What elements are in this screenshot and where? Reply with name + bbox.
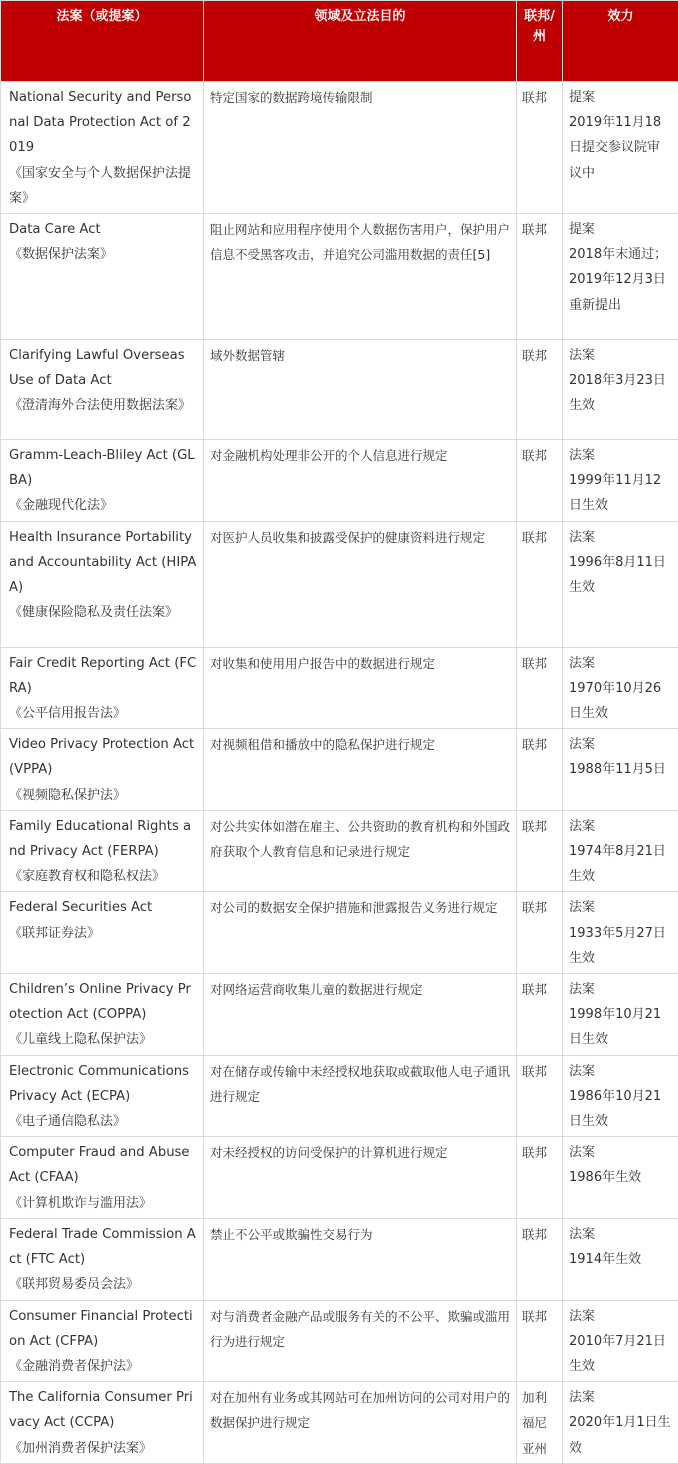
law-english-name: Federal Trade Commission Act (FTC Act) <box>9 1227 196 1267</box>
law-chinese-name: 《电子通信隐私法》 <box>9 1109 197 1134</box>
table-row <box>1 1300 678 1382</box>
law-status: 法案 <box>569 895 672 920</box>
law-effect-cell <box>563 440 678 522</box>
law-purpose-cell: 对公共实体如潜在雇主、公共资助的教育机构和外国政府获取个人教育信息和记录进行规定 <box>204 810 517 892</box>
table-row <box>1 340 678 440</box>
law-effective-date: 1974年8月21日生效 <box>569 839 672 889</box>
law-status: 法案 <box>569 343 672 368</box>
table-header <box>1 1 678 82</box>
law-effective-date: 1986年生效 <box>569 1165 672 1190</box>
law-effective-date: 1996年8月11日生效 <box>569 550 672 600</box>
table-row <box>1 440 678 522</box>
law-purpose-cell: 禁止不公平或欺骗性交易行为 <box>204 1218 517 1300</box>
law-english-name: The California Consumer Privacy Act (CCPA) <box>9 1390 193 1430</box>
law-name-cell <box>1 214 204 340</box>
law-english-name: Video Privacy Protection Act (VPPA) <box>9 737 194 777</box>
law-purpose-cell: 阻止网站和应用程序使用个人数据伤害用户，保护用户信息不受黑客攻击，并追究公司滥用数据的责任[5] <box>204 214 517 340</box>
law-purpose-cell: 对视频租借和播放中的隐私保护进行规定 <box>204 729 517 811</box>
law-name-cell <box>1 892 204 974</box>
law-purpose-cell: 对公司的数据安全保护措施和泄露报告义务进行规定 <box>204 892 517 974</box>
law-purpose-cell: 对收集和使用用户报告中的数据进行规定 <box>204 647 517 729</box>
law-effective-date: 1988年11月5日 <box>569 757 672 782</box>
law-english-name: Health Insurance Portability and Accountability Act (HIPAA) <box>9 530 196 595</box>
law-effect-cell <box>563 214 678 340</box>
table-row <box>1 521 678 647</box>
law-effect-cell <box>563 82 678 214</box>
law-name-cell <box>1 82 204 214</box>
law-jurisdiction-cell: 联邦 <box>517 729 563 811</box>
law-jurisdiction-cell: 联邦 <box>517 440 563 522</box>
table-body <box>1 82 678 1464</box>
law-jurisdiction-cell: 联邦 <box>517 521 563 647</box>
law-jurisdiction-cell: 联邦 <box>517 1300 563 1382</box>
law-english-name: Federal Securities Act <box>9 900 152 915</box>
table-row <box>1 810 678 892</box>
law-chinese-name: 《加州消费者保护法案》 <box>9 1436 197 1461</box>
header-jurisdiction: 联邦/州 <box>517 1 563 82</box>
law-chinese-name: 《联邦贸易委员会法》 <box>9 1272 197 1297</box>
law-effective-date: 1998年10月21日生效 <box>569 1002 672 1052</box>
table-row <box>1 214 678 340</box>
law-status: 法案 <box>569 443 672 468</box>
table-row <box>1 647 678 729</box>
law-jurisdiction-cell: 联邦 <box>517 810 563 892</box>
table-row <box>1 1218 678 1300</box>
law-effect-cell <box>563 1218 678 1300</box>
law-effect-cell <box>563 340 678 440</box>
law-status: 法案 <box>569 732 672 757</box>
law-english-name: Data Care Act <box>9 222 101 237</box>
law-jurisdiction-cell: 加利福尼亚州 <box>517 1382 563 1464</box>
law-jurisdiction-cell: 联邦 <box>517 340 563 440</box>
law-effect-cell <box>563 521 678 647</box>
law-chinese-name: 《澄清海外合法使用数据法案》 <box>9 393 197 418</box>
law-purpose-cell: 特定国家的数据跨境传输限制 <box>204 82 517 214</box>
law-effect-cell <box>563 1055 678 1137</box>
law-name-cell <box>1 521 204 647</box>
law-effective-date: 1999年11月12日生效 <box>569 468 672 518</box>
law-name-cell <box>1 974 204 1056</box>
header-effect: 效力 <box>563 1 678 82</box>
law-name-cell <box>1 729 204 811</box>
law-name-cell <box>1 1137 204 1219</box>
header-purpose: 领域及立法目的 <box>204 1 517 82</box>
law-effective-date: 2020年1月1日生效 <box>569 1410 672 1460</box>
law-english-name: Children’s Online Privacy Protection Act (COPPA) <box>9 982 191 1022</box>
law-english-name: Clarifying Lawful Overseas Use of Data Act <box>9 348 185 388</box>
law-english-name: Gramm-Leach-Bliley Act (GLBA) <box>9 448 195 488</box>
header-law: 法案（或提案） <box>1 1 204 82</box>
law-effect-cell <box>563 729 678 811</box>
law-chinese-name: 《健康保险隐私及责任法案》 <box>9 600 197 625</box>
law-effect-cell <box>563 810 678 892</box>
law-effective-date: 1914年生效 <box>569 1247 672 1272</box>
law-jurisdiction-cell: 联邦 <box>517 82 563 214</box>
law-chinese-name: 《数据保护法案》 <box>9 242 197 267</box>
law-english-name: Electronic Communications Privacy Act (ECPA) <box>9 1064 189 1104</box>
law-effect-cell <box>563 892 678 974</box>
law-purpose-cell: 对在储存或传输中未经授权地获取或截取他人电子通讯进行规定 <box>204 1055 517 1137</box>
table-row <box>1 729 678 811</box>
law-purpose-cell: 对在加州有业务或其网站可在加州访问的公司对用户的数据保护进行规定 <box>204 1382 517 1464</box>
law-jurisdiction-cell: 联邦 <box>517 1218 563 1300</box>
law-purpose-cell: 对未经授权的访问受保护的计算机进行规定 <box>204 1137 517 1219</box>
law-chinese-name: 《家庭教育权和隐私权法》 <box>9 864 197 889</box>
law-chinese-name: 《儿童线上隐私保护法》 <box>9 1027 197 1052</box>
law-chinese-name: 《计算机欺诈与滥用法》 <box>9 1191 197 1216</box>
law-english-name: Consumer Financial Protection Act (CFPA) <box>9 1309 193 1349</box>
table-row <box>1 1055 678 1137</box>
law-status: 法案 <box>569 814 672 839</box>
law-status: 法案 <box>569 1059 672 1084</box>
law-english-name: Fair Credit Reporting Act (FCRA) <box>9 656 196 696</box>
table-row <box>1 82 678 214</box>
law-effective-date: 1986年10月21日生效 <box>569 1084 672 1134</box>
header-row <box>1 1 678 82</box>
law-name-cell <box>1 1218 204 1300</box>
law-purpose-cell: 对金融机构处理非公开的个人信息进行规定 <box>204 440 517 522</box>
law-status: 提案 <box>569 217 672 242</box>
law-name-cell <box>1 1055 204 1137</box>
law-effective-date: 2018年3月23日生效 <box>569 368 672 418</box>
law-jurisdiction-cell: 联邦 <box>517 1137 563 1219</box>
law-purpose-cell: 对医护人员收集和披露受保护的健康资料进行规定 <box>204 521 517 647</box>
law-chinese-name: 《视频隐私保护法》 <box>9 783 197 808</box>
law-name-cell <box>1 340 204 440</box>
law-english-name: National Security and Personal Data Protection Act of 2019 <box>9 90 191 155</box>
law-chinese-name: 《金融现代化法》 <box>9 493 197 518</box>
law-effective-date: 1970年10月26日生效 <box>569 676 672 726</box>
law-jurisdiction-cell: 联邦 <box>517 974 563 1056</box>
law-status: 法案 <box>569 651 672 676</box>
table-row <box>1 892 678 974</box>
law-effective-date: 2018年末通过；2019年12月3日重新提出 <box>569 242 672 318</box>
law-purpose-cell: 域外数据管辖 <box>204 340 517 440</box>
law-jurisdiction-cell: 联邦 <box>517 214 563 340</box>
law-effect-cell <box>563 1137 678 1219</box>
law-effective-date: 2019年11月18日提交参议院审议中 <box>569 110 672 186</box>
law-effect-cell <box>563 974 678 1056</box>
law-chinese-name: 《金融消费者保护法》 <box>9 1354 197 1379</box>
law-english-name: Computer Fraud and Abuse Act (CFAA) <box>9 1145 190 1185</box>
law-effect-cell <box>563 647 678 729</box>
law-status: 提案 <box>569 85 672 110</box>
law-jurisdiction-cell: 联邦 <box>517 647 563 729</box>
law-name-cell <box>1 1300 204 1382</box>
law-status: 法案 <box>569 1385 672 1410</box>
law-chinese-name: 《公平信用报告法》 <box>9 701 197 726</box>
law-status: 法案 <box>569 525 672 550</box>
law-purpose-cell: 对网络运营商收集儿童的数据进行规定 <box>204 974 517 1056</box>
law-purpose-cell: 对与消费者金融产品或服务有关的不公平、欺骗或滥用行为进行规定 <box>204 1300 517 1382</box>
law-name-cell <box>1 647 204 729</box>
law-status: 法案 <box>569 977 672 1002</box>
law-status: 法案 <box>569 1222 672 1247</box>
law-name-cell <box>1 440 204 522</box>
law-effective-date: 1933年5月27日生效 <box>569 921 672 971</box>
table-row <box>1 974 678 1056</box>
law-status: 法案 <box>569 1140 672 1165</box>
law-english-name: Family Educational Rights and Privacy Act (FERPA) <box>9 819 191 859</box>
law-effective-date: 2010年7月21日生效 <box>569 1329 672 1379</box>
law-chinese-name: 《联邦证券法》 <box>9 921 197 946</box>
law-jurisdiction-cell: 联邦 <box>517 1055 563 1137</box>
table-row <box>1 1137 678 1219</box>
law-chinese-name: 《国家安全与个人数据保护法提案》 <box>9 161 197 211</box>
law-jurisdiction-cell: 联邦 <box>517 892 563 974</box>
law-status: 法案 <box>569 1304 672 1329</box>
law-name-cell <box>1 810 204 892</box>
law-effect-cell <box>563 1300 678 1382</box>
